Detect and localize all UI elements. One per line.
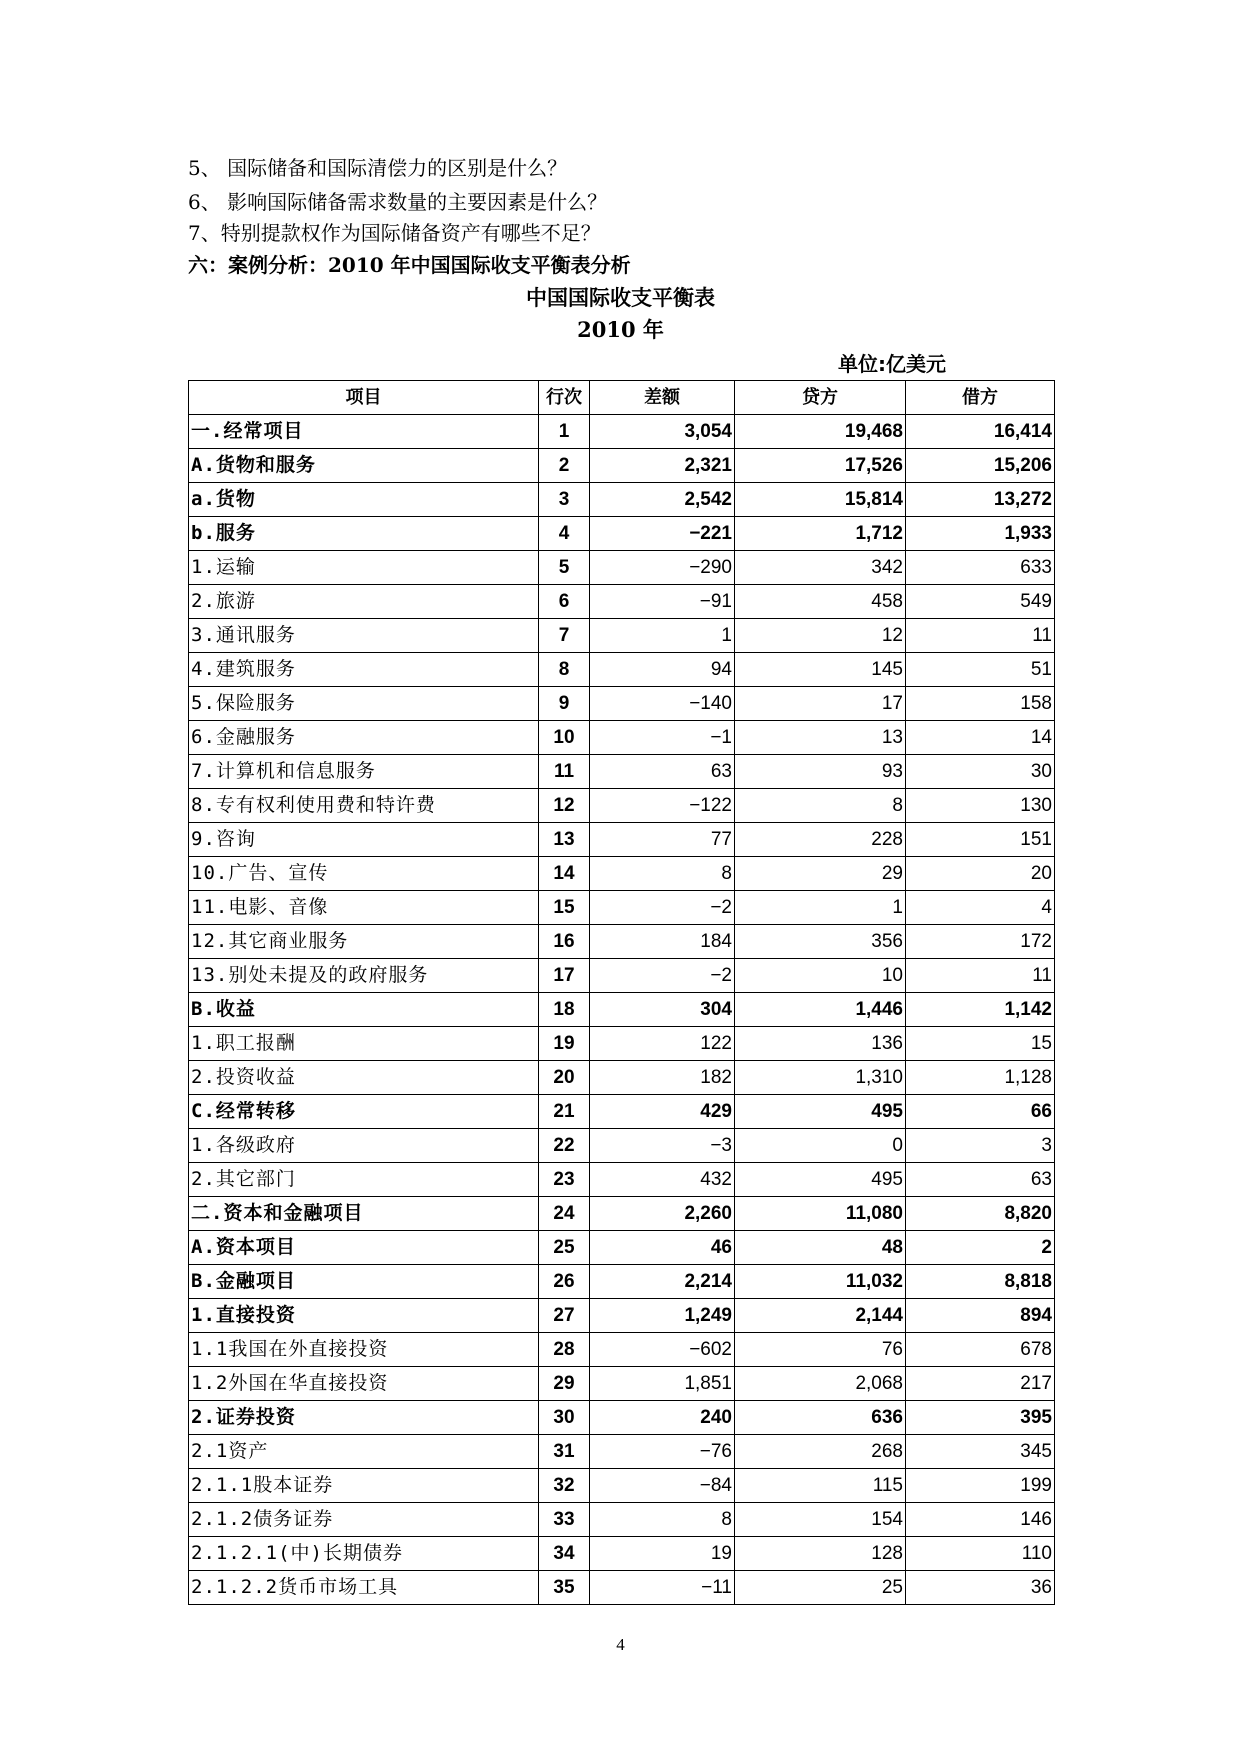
table-row — [189, 1333, 1055, 1367]
row-credit: 13 — [735, 721, 906, 755]
row-item: 2.1资产 — [189, 1435, 539, 1469]
table-row — [189, 1571, 1055, 1605]
row-debit: 14 — [906, 721, 1055, 755]
question-5: 5、 国际储备和国际清偿力的区别是什么？ — [188, 156, 568, 180]
row-item: 3.通讯服务 — [189, 619, 539, 653]
row-item: B.收益 — [189, 993, 539, 1027]
row-credit: 25 — [735, 1571, 906, 1605]
row-difference: 1 — [590, 619, 735, 653]
row-debit: 8,820 — [906, 1197, 1055, 1231]
row-number: 28 — [539, 1333, 590, 1367]
table-row — [189, 891, 1055, 925]
table-row — [189, 585, 1055, 619]
row-debit: 11 — [906, 619, 1055, 653]
page-number: 4 — [616, 1635, 625, 1654]
row-debit: 20 — [906, 857, 1055, 891]
row-credit: 11,080 — [735, 1197, 906, 1231]
row-difference: −602 — [590, 1333, 735, 1367]
table-row — [189, 1367, 1055, 1401]
row-item: B.金融项目 — [189, 1265, 539, 1299]
row-difference: −221 — [590, 517, 735, 551]
row-credit: 2,068 — [735, 1367, 906, 1401]
table-row — [189, 1401, 1055, 1435]
row-debit: 395 — [906, 1401, 1055, 1435]
row-credit: 48 — [735, 1231, 906, 1265]
row-debit: 8,818 — [906, 1265, 1055, 1299]
table-row — [189, 687, 1055, 721]
row-difference: 2,321 — [590, 449, 735, 483]
row-debit: 158 — [906, 687, 1055, 721]
row-number: 33 — [539, 1503, 590, 1537]
row-number: 25 — [539, 1231, 590, 1265]
table-row — [189, 993, 1055, 1027]
row-number: 5 — [539, 551, 590, 585]
row-item: 10.广告、宣传 — [189, 857, 539, 891]
row-debit: 549 — [906, 585, 1055, 619]
row-credit: 8 — [735, 789, 906, 823]
row-debit: 894 — [906, 1299, 1055, 1333]
row-debit: 217 — [906, 1367, 1055, 1401]
table-row — [189, 517, 1055, 551]
row-debit: 63 — [906, 1163, 1055, 1197]
table-row — [189, 959, 1055, 993]
row-number: 24 — [539, 1197, 590, 1231]
row-difference: −1 — [590, 721, 735, 755]
row-number: 12 — [539, 789, 590, 823]
row-difference: −11 — [590, 1571, 735, 1605]
table-row — [189, 1027, 1055, 1061]
row-credit: 154 — [735, 1503, 906, 1537]
row-number: 17 — [539, 959, 590, 993]
row-credit: 0 — [735, 1129, 906, 1163]
table-row — [189, 1197, 1055, 1231]
row-difference: 122 — [590, 1027, 735, 1061]
row-difference: −3 — [590, 1129, 735, 1163]
row-item: b.服务 — [189, 517, 539, 551]
row-credit: 15,814 — [735, 483, 906, 517]
row-credit: 495 — [735, 1163, 906, 1197]
row-difference: 77 — [590, 823, 735, 857]
row-item: 1.1我国在外直接投资 — [189, 1333, 539, 1367]
row-number: 30 — [539, 1401, 590, 1435]
row-number: 26 — [539, 1265, 590, 1299]
row-number: 21 — [539, 1095, 590, 1129]
row-debit: 110 — [906, 1537, 1055, 1571]
row-number: 32 — [539, 1469, 590, 1503]
row-item: 2.1.2.2货币市场工具 — [189, 1571, 539, 1605]
row-credit: 29 — [735, 857, 906, 891]
row-difference: 19 — [590, 1537, 735, 1571]
row-debit: 172 — [906, 925, 1055, 959]
header-debit: 借方 — [906, 381, 1055, 415]
row-number: 1 — [539, 415, 590, 449]
row-number: 15 — [539, 891, 590, 925]
row-difference: 304 — [590, 993, 735, 1027]
row-credit: 76 — [735, 1333, 906, 1367]
row-item: 1.2外国在华直接投资 — [189, 1367, 539, 1401]
row-number: 14 — [539, 857, 590, 891]
row-item: 6.金融服务 — [189, 721, 539, 755]
row-debit: 151 — [906, 823, 1055, 857]
header-difference: 差额 — [590, 381, 735, 415]
table-body — [189, 415, 1055, 1605]
row-item: 2.旅游 — [189, 585, 539, 619]
row-item: 7.计算机和信息服务 — [189, 755, 539, 789]
table-row — [189, 653, 1055, 687]
row-credit: 636 — [735, 1401, 906, 1435]
row-item: 2.1.2.1(中)长期债券 — [189, 1537, 539, 1571]
row-debit: 51 — [906, 653, 1055, 687]
table-row — [189, 551, 1055, 585]
row-number: 22 — [539, 1129, 590, 1163]
row-credit: 1,712 — [735, 517, 906, 551]
row-item: A.货物和服务 — [189, 449, 539, 483]
row-item: 2.1.1股本证券 — [189, 1469, 539, 1503]
table-year: 2010 年 — [577, 317, 664, 342]
row-debit: 3 — [906, 1129, 1055, 1163]
row-difference: 2,214 — [590, 1265, 735, 1299]
row-credit: 12 — [735, 619, 906, 653]
row-credit: 356 — [735, 925, 906, 959]
row-number: 8 — [539, 653, 590, 687]
table-row — [189, 789, 1055, 823]
row-difference: −84 — [590, 1469, 735, 1503]
table-row — [189, 483, 1055, 517]
row-credit: 115 — [735, 1469, 906, 1503]
row-difference: −2 — [590, 959, 735, 993]
table-row — [189, 1299, 1055, 1333]
table-row — [189, 755, 1055, 789]
row-number: 6 — [539, 585, 590, 619]
table-row — [189, 823, 1055, 857]
row-difference: 46 — [590, 1231, 735, 1265]
row-credit: 2,144 — [735, 1299, 906, 1333]
row-difference: −140 — [590, 687, 735, 721]
row-item: 9.咨询 — [189, 823, 539, 857]
row-difference: −91 — [590, 585, 735, 619]
row-credit: 136 — [735, 1027, 906, 1061]
table-row — [189, 449, 1055, 483]
row-difference: 429 — [590, 1095, 735, 1129]
table-row — [189, 1095, 1055, 1129]
row-difference: 2,542 — [590, 483, 735, 517]
row-difference: 94 — [590, 653, 735, 687]
question-7: 7、特别提款权作为国际储备资产有哪些不足？ — [188, 221, 601, 245]
row-credit: 458 — [735, 585, 906, 619]
row-number: 20 — [539, 1061, 590, 1095]
row-item: 二.资本和金融项目 — [189, 1197, 539, 1231]
table-row — [189, 415, 1055, 449]
row-number: 19 — [539, 1027, 590, 1061]
row-number: 34 — [539, 1537, 590, 1571]
row-debit: 30 — [906, 755, 1055, 789]
row-item: 1.运输 — [189, 551, 539, 585]
row-credit: 11,032 — [735, 1265, 906, 1299]
row-number: 9 — [539, 687, 590, 721]
row-debit: 15 — [906, 1027, 1055, 1061]
row-debit: 678 — [906, 1333, 1055, 1367]
row-credit: 342 — [735, 551, 906, 585]
row-item: 1.直接投资 — [189, 1299, 539, 1333]
row-number: 7 — [539, 619, 590, 653]
row-difference: 2,260 — [590, 1197, 735, 1231]
row-difference: 432 — [590, 1163, 735, 1197]
table-row — [189, 1537, 1055, 1571]
header-item: 项目 — [189, 381, 539, 415]
unit-label: 单位:亿美元 — [838, 352, 946, 376]
table-row — [189, 1129, 1055, 1163]
row-number: 18 — [539, 993, 590, 1027]
row-difference: 1,851 — [590, 1367, 735, 1401]
row-difference: −122 — [590, 789, 735, 823]
row-item: 4.建筑服务 — [189, 653, 539, 687]
row-number: 27 — [539, 1299, 590, 1333]
table-row — [189, 619, 1055, 653]
header-credit: 贷方 — [735, 381, 906, 415]
row-item: 5.保险服务 — [189, 687, 539, 721]
question-6: 6、 影响国际储备需求数量的主要因素是什么？ — [188, 190, 608, 214]
row-credit: 1 — [735, 891, 906, 925]
header-row-number: 行次 — [539, 381, 590, 415]
row-difference: 8 — [590, 857, 735, 891]
row-credit: 10 — [735, 959, 906, 993]
row-debit: 633 — [906, 551, 1055, 585]
table-row — [189, 1061, 1055, 1095]
table-row — [189, 1231, 1055, 1265]
row-item: 2.投资收益 — [189, 1061, 539, 1095]
row-credit: 495 — [735, 1095, 906, 1129]
row-item: A.资本项目 — [189, 1231, 539, 1265]
table-row — [189, 1265, 1055, 1299]
table-row — [189, 1469, 1055, 1503]
row-credit: 17 — [735, 687, 906, 721]
row-difference: −2 — [590, 891, 735, 925]
table-row — [189, 721, 1055, 755]
row-number: 16 — [539, 925, 590, 959]
row-credit: 1,310 — [735, 1061, 906, 1095]
row-difference: 8 — [590, 1503, 735, 1537]
row-number: 35 — [539, 1571, 590, 1605]
row-item: 2.其它部门 — [189, 1163, 539, 1197]
row-item: 8.专有权利使用费和特许费 — [189, 789, 539, 823]
row-credit: 1,446 — [735, 993, 906, 1027]
section-heading: 六：案例分析：2010 年中国国际收支平衡表分析 — [188, 253, 631, 277]
row-debit: 1,128 — [906, 1061, 1055, 1095]
row-number: 13 — [539, 823, 590, 857]
row-credit: 19,468 — [735, 415, 906, 449]
row-item: a.货物 — [189, 483, 539, 517]
table-title: 中国国际收支平衡表 — [526, 285, 715, 310]
row-item: 12.其它商业服务 — [189, 925, 539, 959]
row-item: 13.别处未提及的政府服务 — [189, 959, 539, 993]
table-row — [189, 1163, 1055, 1197]
row-item: 1.各级政府 — [189, 1129, 539, 1163]
row-credit: 145 — [735, 653, 906, 687]
balance-of-payments-table — [188, 380, 1055, 1605]
row-item: 2.1.2债务证券 — [189, 1503, 539, 1537]
row-difference: 3,054 — [590, 415, 735, 449]
row-credit: 268 — [735, 1435, 906, 1469]
row-debit: 13,272 — [906, 483, 1055, 517]
row-credit: 17,526 — [735, 449, 906, 483]
row-debit: 16,414 — [906, 415, 1055, 449]
row-difference: 182 — [590, 1061, 735, 1095]
row-debit: 130 — [906, 789, 1055, 823]
row-item: 2.证券投资 — [189, 1401, 539, 1435]
row-number: 3 — [539, 483, 590, 517]
row-debit: 2 — [906, 1231, 1055, 1265]
table-row — [189, 925, 1055, 959]
row-debit: 4 — [906, 891, 1055, 925]
row-number: 23 — [539, 1163, 590, 1197]
row-item: 1.职工报酬 — [189, 1027, 539, 1061]
table-header-row — [189, 381, 1055, 415]
row-item: C.经常转移 — [189, 1095, 539, 1129]
row-credit: 228 — [735, 823, 906, 857]
row-difference: 184 — [590, 925, 735, 959]
row-number: 31 — [539, 1435, 590, 1469]
row-debit: 1,142 — [906, 993, 1055, 1027]
row-number: 2 — [539, 449, 590, 483]
row-debit: 199 — [906, 1469, 1055, 1503]
row-item: 一.经常项目 — [189, 415, 539, 449]
row-number: 10 — [539, 721, 590, 755]
row-difference: 1,249 — [590, 1299, 735, 1333]
row-difference: 240 — [590, 1401, 735, 1435]
row-difference: −76 — [590, 1435, 735, 1469]
table-row — [189, 1503, 1055, 1537]
row-debit: 11 — [906, 959, 1055, 993]
row-debit: 345 — [906, 1435, 1055, 1469]
row-item: 11.电影、音像 — [189, 891, 539, 925]
row-number: 4 — [539, 517, 590, 551]
row-credit: 93 — [735, 755, 906, 789]
row-credit: 128 — [735, 1537, 906, 1571]
row-debit: 66 — [906, 1095, 1055, 1129]
table-row — [189, 1435, 1055, 1469]
row-number: 11 — [539, 755, 590, 789]
table-row — [189, 857, 1055, 891]
row-debit: 1,933 — [906, 517, 1055, 551]
row-debit: 36 — [906, 1571, 1055, 1605]
row-debit: 146 — [906, 1503, 1055, 1537]
row-difference: 63 — [590, 755, 735, 789]
row-number: 29 — [539, 1367, 590, 1401]
row-difference: −290 — [590, 551, 735, 585]
row-debit: 15,206 — [906, 449, 1055, 483]
